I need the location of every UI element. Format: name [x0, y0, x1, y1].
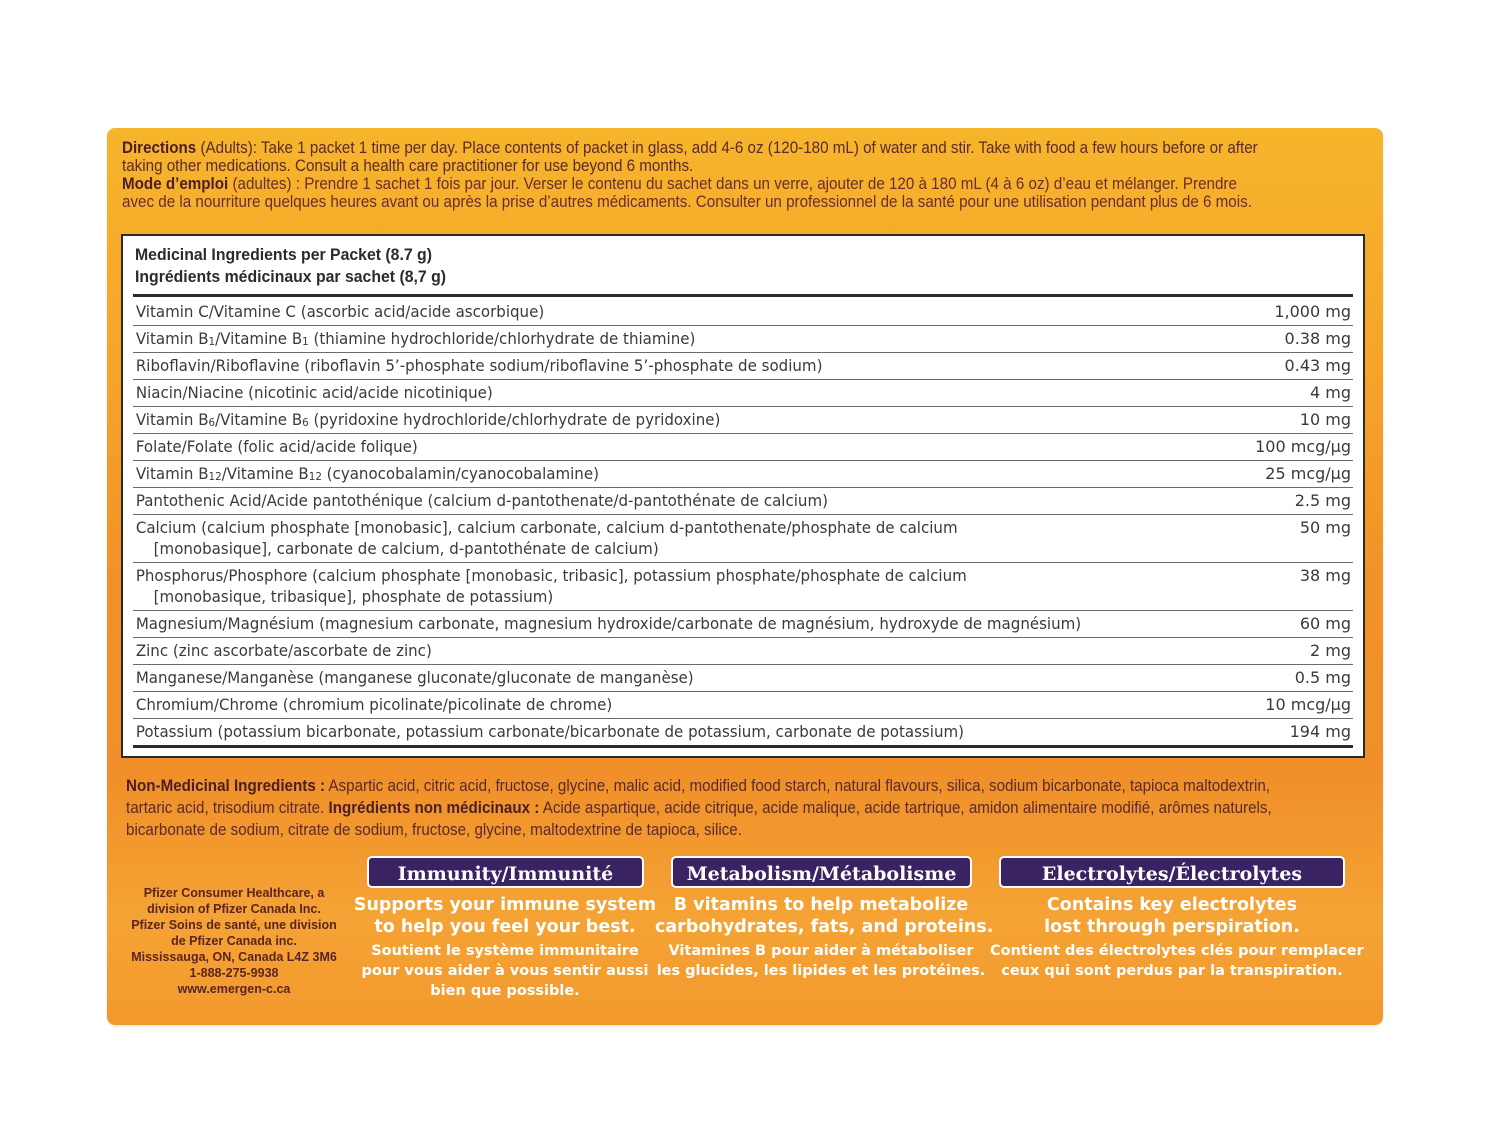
feature-en-line: lost through perspiration. [1044, 917, 1300, 937]
feature-fr-line: bien que possible. [430, 983, 580, 999]
table-header-en: Medicinal Ingredients per Packet (8.7 g) [135, 245, 432, 264]
feature-fr-line: ceux qui sont perdus par la transpiration. [1001, 963, 1343, 979]
ingredient-amount: 2.5 mg [1294, 491, 1351, 510]
non-medicinal-line-2 [126, 797, 1272, 819]
medicinal-ingredients-table [121, 234, 1365, 758]
feature-fr-line: pour vous aider à vous sentir aussi [361, 963, 649, 979]
directions-fr-label: Mode d’emploi [122, 175, 229, 193]
ingredient-amount: 4 mg [1309, 383, 1351, 402]
table-row [133, 515, 1353, 563]
table-row [133, 326, 1353, 353]
table-row [133, 461, 1353, 488]
company-phone: 1-888-275-9938 [189, 966, 279, 980]
company-line: de Pfizer Canada inc. [171, 934, 297, 948]
feature-en-line: to help you feel your best. [374, 917, 636, 937]
ingredient-name: Chromium/Chrome (chromium picolinate/picolinate de chrome) [135, 695, 613, 714]
table-row [133, 719, 1353, 748]
ingredient-amount: 50 mg [1299, 518, 1351, 537]
ingredient-amount: 194 mg [1289, 722, 1351, 741]
feature-fr-block [655, 941, 987, 981]
table-header-fr: Ingrédients médicinaux par sachet (8,7 g) [135, 267, 447, 286]
table-row [133, 407, 1353, 434]
company-line: Pfizer Consumer Healthcare, a [143, 886, 325, 900]
ingredient-amount: 25 mcg/μg [1265, 464, 1351, 483]
feature-en-line: carbohydrates, fats, and proteins. [655, 917, 994, 937]
feature-fr-line: Soutient le système immunitaire [371, 943, 639, 959]
table-row [133, 638, 1353, 665]
directions-en-line-1 [122, 139, 1366, 157]
metabolism-badge: Metabolism/Métabolisme [671, 856, 972, 888]
immunity-badge: Immunity/Immunité [367, 856, 644, 888]
ingredient-name: Niacin/Niacine (nicotinic acid/acide nicotinique) [135, 383, 493, 402]
directions-en-label: Directions [122, 139, 197, 157]
ingredient-subscript: 12 [208, 470, 222, 483]
company-line: division of Pfizer Canada Inc. [147, 902, 321, 916]
feature-fr-block [340, 941, 670, 1001]
non-medicinal-en-text-2: tartaric acid, trisodium citrate. [126, 799, 329, 817]
electrolytes-badge: Electrolytes/Électrolytes [999, 856, 1345, 888]
ingredient-amount: 60 mg [1299, 614, 1351, 633]
ingredient-name-part: /Vitamine B [215, 329, 303, 348]
ingredient-amount: 0.43 mg [1284, 356, 1351, 375]
table-row [133, 434, 1353, 461]
ingredient-name [133, 326, 1280, 353]
directions-fr-line-2: avec de la nourriture quelques heures avant ou après la prise d’autres médicaments. Consulter un professionnel de la santé pour une utilisation pendant plus de 6 mois. [122, 193, 1252, 211]
ingredient-amount: 10 mg [1299, 410, 1351, 429]
feature-en-line: Supports your immune system [353, 895, 657, 915]
table-row [133, 353, 1353, 380]
ingredient-amount: 38 mg [1299, 566, 1351, 585]
table-row [133, 563, 1353, 611]
non-medicinal-line-3: bicarbonate de sodium, citrate de sodium, fructose, glycine, maltodextrine de tapioca, silice. [126, 821, 742, 839]
table-row [133, 380, 1353, 407]
company-address [120, 885, 348, 997]
metabolism-description [655, 894, 994, 981]
table-row [133, 692, 1353, 719]
directions-en-text-1: (Adults): Take 1 packet 1 time per day. Place contents of packet in glass, add 4-6 oz (120-180 mL) of water and stir. Take with food a few hours before or after [196, 139, 1258, 157]
ingredient-subscript: 6 [208, 416, 216, 429]
table-row [133, 611, 1353, 638]
ingredient-amount: 0.5 mg [1294, 668, 1351, 687]
ingredient-name [133, 461, 1280, 488]
ingredient-name: Phosphorus/Phosphore (calcium phosphate [monobasic, tribasic], potassium phosphate/phosphate de calcium [135, 566, 967, 585]
ingredient-name: Potassium (potassium bicarbonate, potassium carbonate/bicarbonate de potassium, carbonate de potassium) [135, 722, 964, 741]
feature-en-line: Contains key electrolytes [1046, 895, 1298, 915]
table-row [133, 488, 1353, 515]
ingredient-name: Riboflavin/Riboflavine (riboflavin 5’-phosphate sodium/riboflavine 5’-phosphate de sodium) [135, 356, 823, 375]
ingredient-name-part: /Vitamine B [221, 464, 309, 483]
ingredient-name: Manganese/Manganèse (manganese gluconate/gluconate de manganèse) [135, 668, 694, 687]
non-medicinal-ingredients [126, 775, 1272, 841]
feature-fr-line: les glucides, les lipides et les protéines. [656, 963, 986, 979]
table-row [133, 299, 1353, 326]
ingredient-name-part: /Vitamine B [215, 410, 303, 429]
ingredient-name-continued: [monobasique, tribasique], phosphate de potassium) [153, 587, 554, 606]
table-rows [133, 299, 1353, 748]
directions-text [122, 139, 1366, 211]
table-header [135, 244, 446, 288]
ingredient-name-part: (pyridoxine hydrochloride/chlorhydrate de pyridoxine) [308, 410, 721, 429]
ingredient-subscript: 12 [308, 470, 322, 483]
feature-fr-block [990, 941, 1364, 981]
ingredient-name-part: (thiamine hydrochloride/chlorhydrate de thiamine) [308, 329, 696, 348]
feature-en-line: B vitamins to help metabolize [673, 895, 969, 915]
non-medicinal-fr-text-2: Acide aspartique, acide citrique, acide malique, acide tartrique, amidon alimentaire modifié, arômes naturels, [539, 799, 1272, 817]
company-line: Pfizer Soins de santé, une division [131, 918, 337, 932]
ingredient-amount: 0.38 mg [1284, 329, 1351, 348]
ingredient-name-part: (cyanocobalamin/cyanocobalamine) [321, 464, 599, 483]
electrolytes-description [990, 894, 1364, 981]
table-header-rule [133, 294, 1353, 297]
ingredient-amount: 100 mcg/μg [1255, 437, 1351, 456]
company-line: Mississauga, ON, Canada L4Z 3M6 [131, 950, 337, 964]
ingredient-amount: 10 mcg/μg [1265, 695, 1351, 714]
ingredient-name: Pantothenic Acid/Acide pantothénique (calcium d-pantothenate/d-pantothénate de calcium) [135, 491, 828, 510]
ingredient-name-part: Vitamin B [135, 410, 209, 429]
immunity-description [340, 894, 670, 1001]
directions-en-line-2: taking other medications. Consult a health care practitioner for use beyond 6 months. [122, 157, 694, 175]
table-row [133, 665, 1353, 692]
ingredient-name: Calcium (calcium phosphate [monobasic], calcium carbonate, calcium d-pantothenate/phosphate de calcium [135, 518, 958, 537]
company-website: www.emergen-c.ca [177, 982, 291, 996]
feature-fr-line: Contient des électrolytes clés pour remplacer [990, 943, 1364, 959]
ingredient-name-part: Vitamin B [135, 329, 209, 348]
ingredient-subscript: 1 [302, 335, 309, 348]
ingredient-name-continued: [monobasique], carbonate de calcium, d-pantothénate de calcium) [153, 539, 659, 558]
ingredient-amount: 1,000 mg [1274, 302, 1351, 321]
directions-fr-line-1 [122, 175, 1366, 193]
ingredient-amount: 2 mg [1309, 641, 1351, 660]
non-medicinal-fr-label: Ingrédients non médicinaux : [328, 799, 540, 817]
non-medicinal-en-text-1: Aspartic acid, citric acid, fructose, glycine, malic acid, modified food starch, natural flavours, silica, sodium bicarbonate, tapioca maltodextrin, [325, 777, 1271, 795]
ingredient-name: Folate/Folate (folic acid/acide folique) [135, 437, 418, 456]
ingredient-name-part: Vitamin B [135, 464, 209, 483]
ingredient-name [133, 407, 1280, 434]
ingredient-subscript: 6 [302, 416, 309, 429]
non-medicinal-line-1 [126, 775, 1272, 797]
ingredient-subscript: 1 [208, 335, 216, 348]
ingredient-name: Zinc (zinc ascorbate/ascorbate de zinc) [135, 641, 432, 660]
non-medicinal-en-label: Non-Medicinal Ingredients : [126, 777, 326, 795]
ingredient-name: Vitamin C/Vitamine C (ascorbic acid/acide ascorbique) [135, 302, 545, 321]
feature-fr-line: Vitamines B pour aider à métaboliser [668, 943, 974, 959]
directions-fr-text-1: (adultes) : Prendre 1 sachet 1 fois par jour. Verser le contenu du sachet dans un verre, ajouter de 120 à 180 mL (4 à 6 oz) d’eau et mélanger. Prendre [228, 175, 1237, 193]
ingredient-name: Magnesium/Magnésium (magnesium carbonate, magnesium hydroxide/carbonate de magnésium, hydroxyde de magnésium) [135, 614, 1082, 633]
